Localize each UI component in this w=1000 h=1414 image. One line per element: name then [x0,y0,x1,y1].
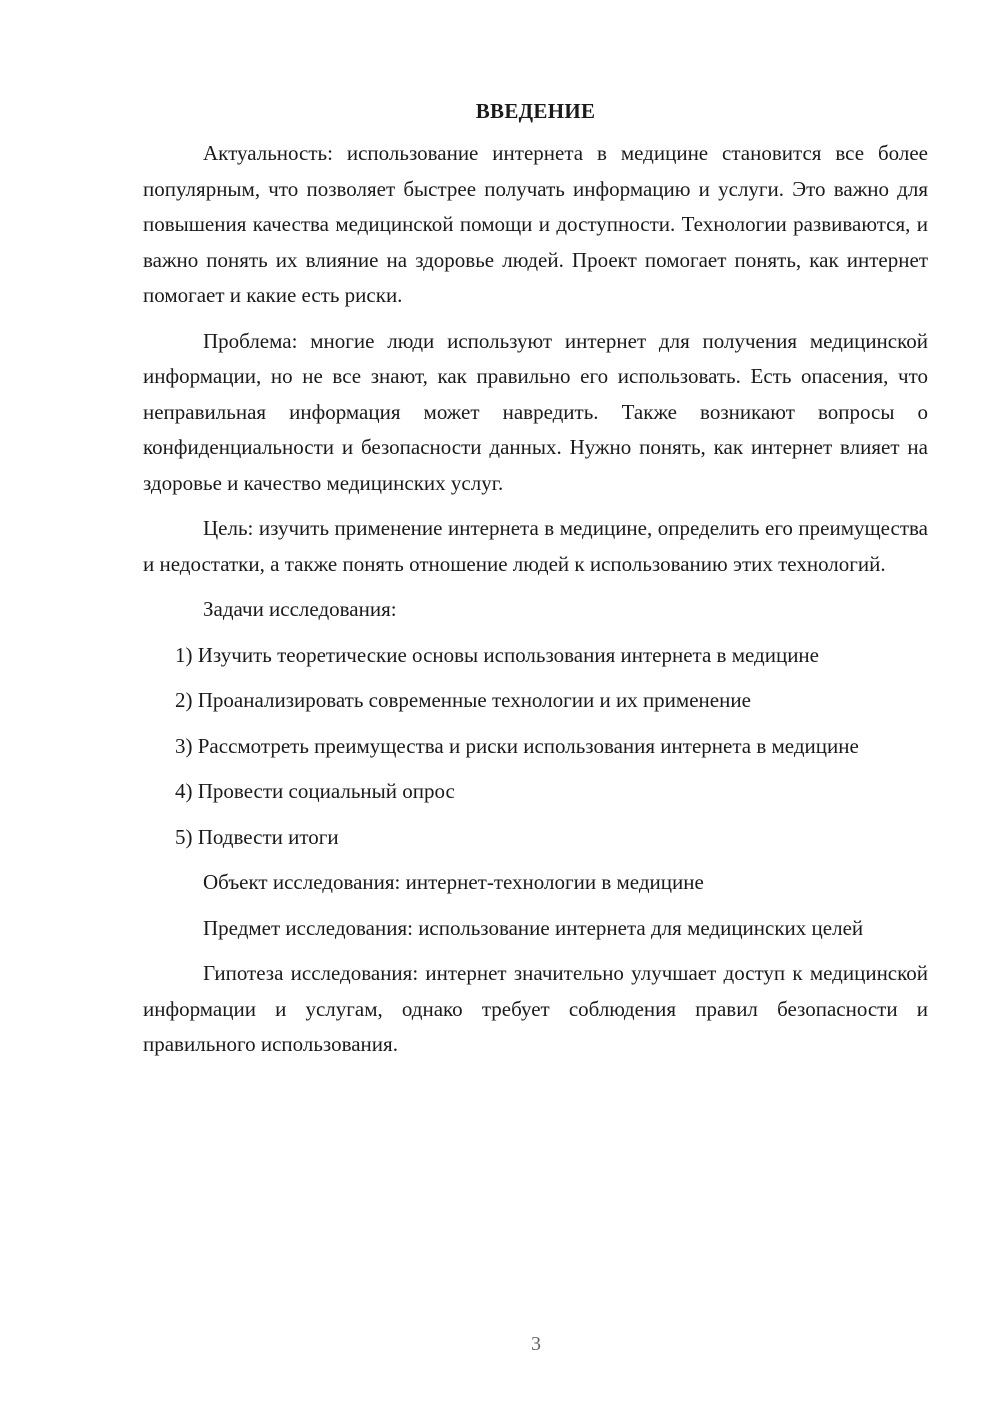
page-title: ВВЕДЕНИЕ [475,99,596,123]
problem-paragraph: Проблема: многие люди используют интернет для получения медицинской информации, но не все знают, как правильно его использовать. Есть опасения, что неправильная информация может навредить. Также возникают вопросы о конфиденциальности и безопасности данных. Нужно понять, как интернет влияет на здоровье и качество медицинских услуг. [143,328,928,495]
relevance-paragraph: Актуальность: использование интернета в медицине становится все более популярным, что позволяет быстрее получать информацию и услуги. Это важно для повышения качества медицинской помощи и доступности. Технологии развиваются, и важно понять их влияние на здоровье людей. Проект помогает понять, как интернет помогает и какие есть риски. [143,141,928,307]
object-paragraph: Объект исследования: интернет-технологии в медицине [203,870,704,894]
task-item: 5) Подвести итоги [175,824,339,849]
task-item: 1) Изучить теоретические основы использования интернета в медицине [175,642,819,667]
task-item: 4) Провести социальный опрос [175,779,455,803]
document-page [143,96,928,1073]
task-item: 2) Проанализировать современные технологии и их применение [175,688,751,712]
subject-paragraph: Предмет исследования: использование интернета для медицинских целей [203,915,864,940]
tasks-heading: Задачи исследования: [203,597,397,621]
task-item: 3) Рассмотреть преимущества и риски использования интернета в медицине [175,733,859,758]
page-number: 3 [531,1333,541,1355]
hypothesis-paragraph: Гипотеза исследования: интернет значительно улучшает доступ к медицинской информации и услугам, однако требует соблюдения правил безопасности и правильного использования. [143,961,928,1056]
goal-paragraph: Цель: изучить применение интернета в медицине, определить его преимущества и недостатки, а также понять отношение людей к использованию этих технологий. [143,516,928,576]
